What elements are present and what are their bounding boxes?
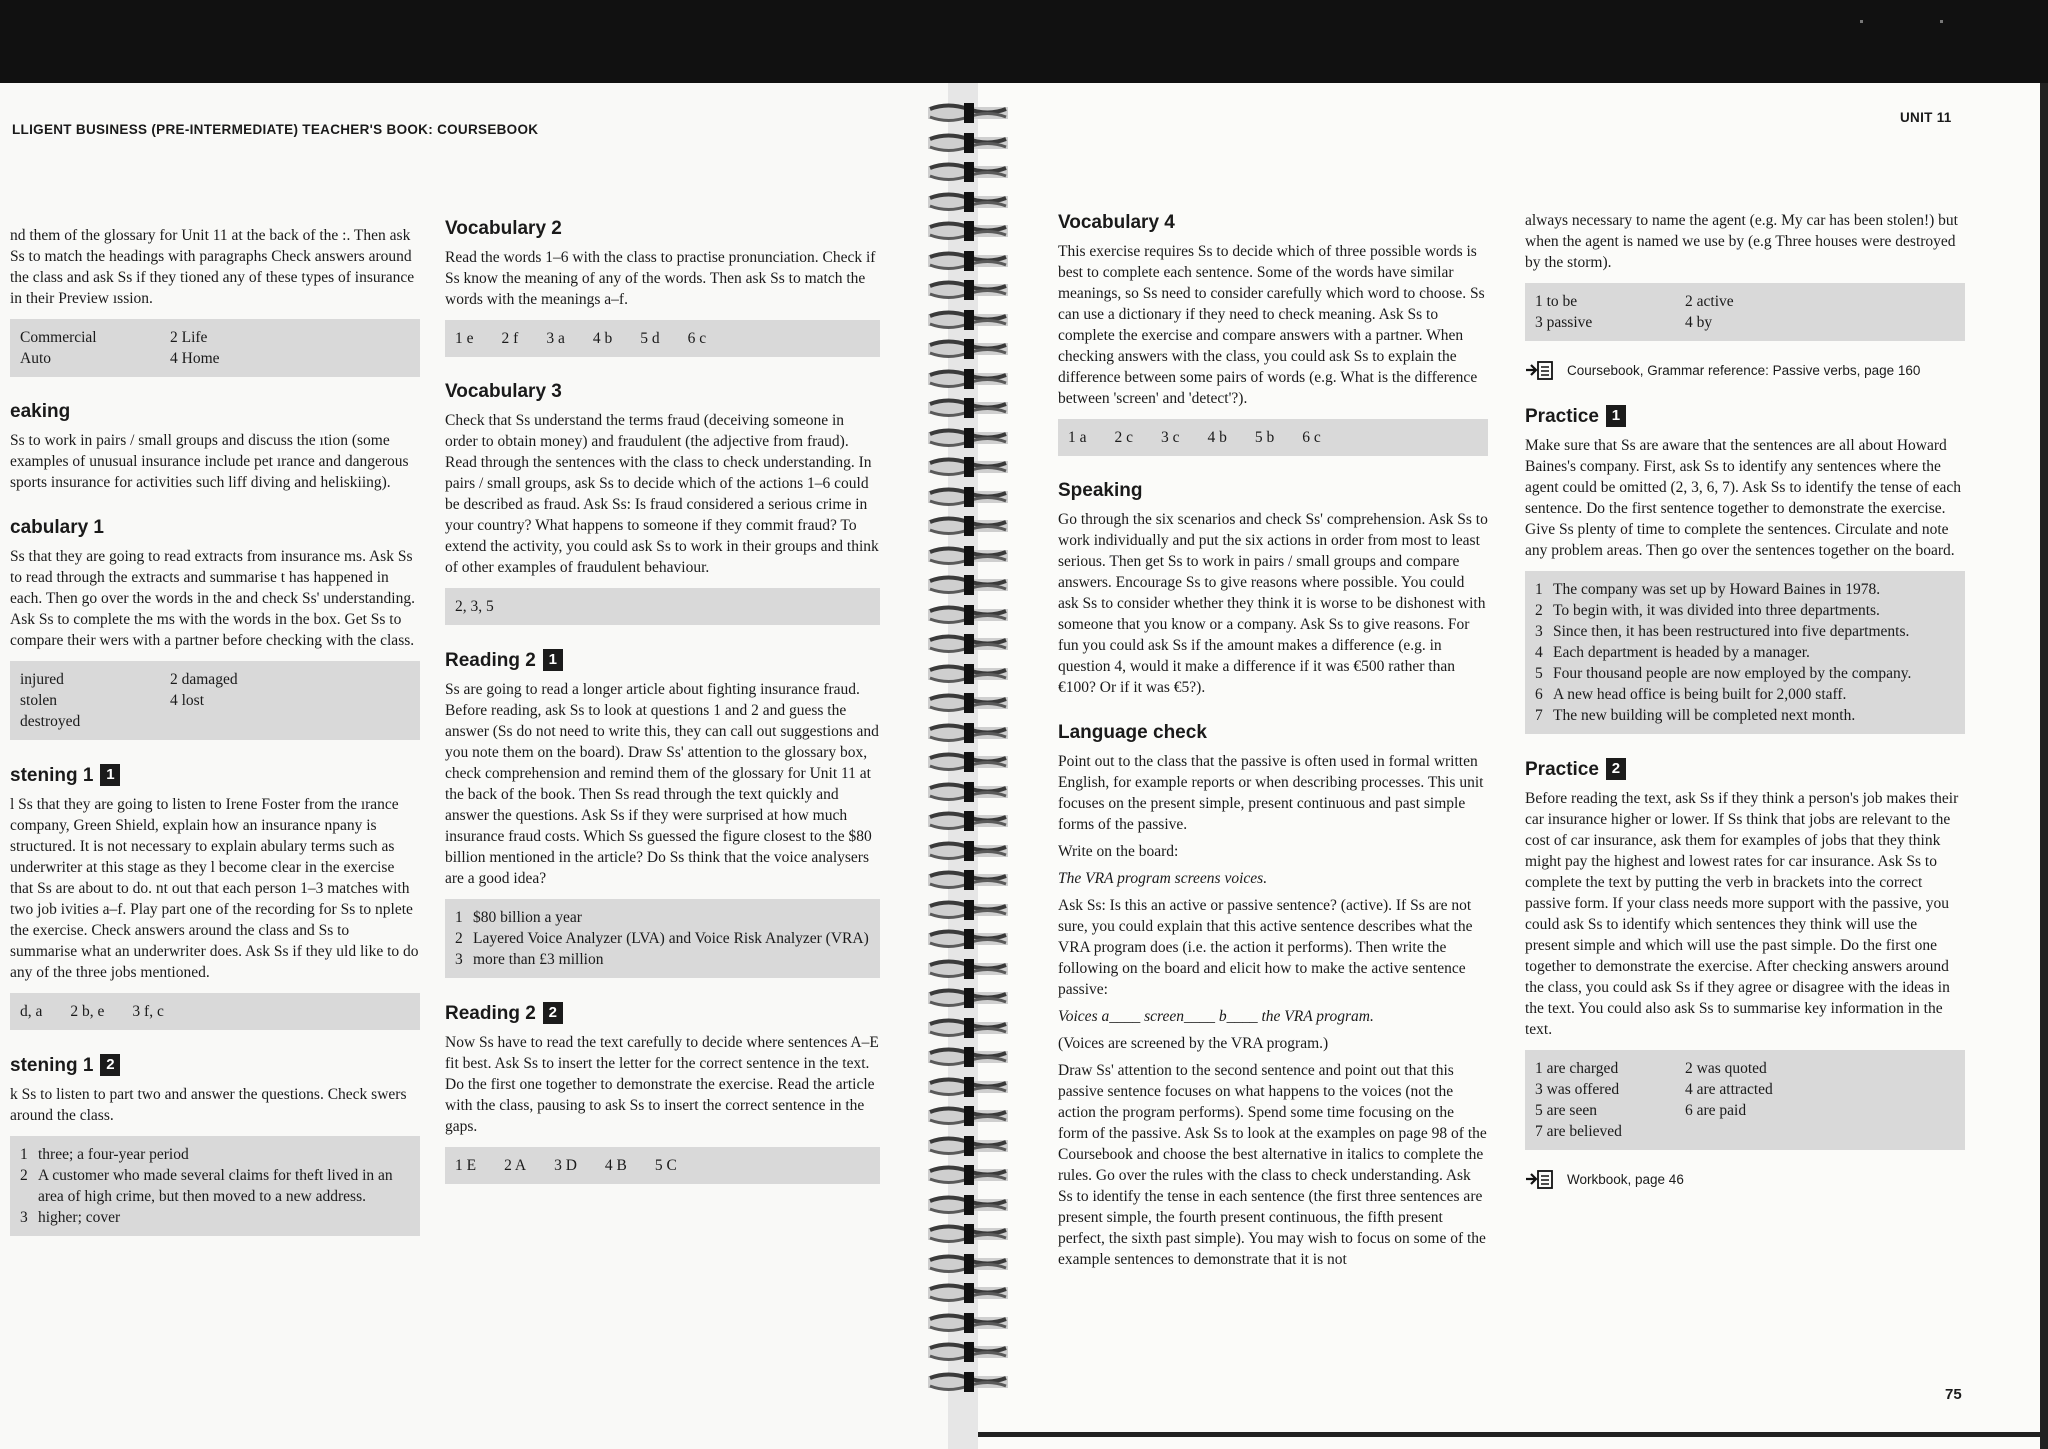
spiral-coil — [928, 897, 1008, 923]
coursebook-reference — [1525, 359, 1965, 381]
heading-text: eaking — [10, 401, 71, 422]
answer-item: Auto — [20, 350, 51, 367]
spiral-coil — [928, 543, 1008, 569]
heading-text: Speaking — [1058, 480, 1143, 501]
spiral-coil — [928, 218, 1008, 244]
answer-item: 2 f — [501, 330, 519, 347]
section-heading-reading-2-1 — [445, 649, 880, 671]
page-edge-bottom — [978, 1432, 2048, 1437]
answer-number: 3 — [1535, 623, 1543, 640]
running-head-right: UNIT 11 — [1900, 110, 1952, 125]
reading-2-2-text: Now Ss have to read the text carefully to decide where sentences A–E fit best. Ask Ss to insert the letter for the correct sentence in the text. Do the first one together to demonstrate the exercise. Read the article with the class, pausing to ask Ss to insert the correct sentence in the gaps. — [445, 1034, 879, 1135]
spiral-coil — [928, 1221, 1008, 1247]
spiral-coil — [928, 1369, 1008, 1395]
heading-text: Vocabulary 2 — [445, 218, 562, 239]
answer-item: 2 Life — [170, 329, 208, 346]
exercise-number-badge: 1 — [1606, 405, 1626, 427]
example-sentence: Voices a____ screen____ b____ the VRA program. — [1058, 1008, 1374, 1025]
heading-text: stening 1 — [10, 1054, 94, 1076]
answer-item: 5 C — [654, 1157, 677, 1174]
answer-box-practice-1 — [1525, 571, 1965, 734]
answer-box-practice-2 — [1525, 1050, 1965, 1150]
answer-box-intro — [10, 319, 420, 377]
spiral-coil — [928, 1133, 1008, 1159]
answer-item — [1535, 600, 1955, 621]
answer-box-reading-2-2 — [445, 1147, 880, 1184]
spiral-coil — [928, 336, 1008, 362]
answer-item: stolen — [20, 692, 58, 709]
answer-item: 5 d — [640, 330, 660, 347]
language-check-text: (Voices are screened by the VRA program.) — [1058, 1035, 1329, 1052]
answer-item: 3 f, c — [132, 1003, 164, 1020]
spiral-coil — [928, 307, 1008, 333]
language-check-text: Point out to the class that the passive is often used in formal written English, for example reports or when describing processes. This unit focuses on the present simple, present continuous and past simple forms of the passive. — [1058, 753, 1484, 833]
answer-item — [1535, 579, 1955, 600]
answer-number: 2 — [20, 1167, 28, 1184]
answer-text: A new head office is being built for 2,000 staff. — [1553, 686, 1847, 703]
answer-box-vocabulary-1 — [10, 661, 420, 740]
spiral-coil — [928, 779, 1008, 805]
answer-box-vocabulary-4 — [1058, 419, 1488, 456]
answer-item: 4 Home — [170, 350, 220, 367]
spiral-coil — [928, 395, 1008, 421]
dust-speck — [1860, 20, 1863, 23]
exercise-number-badge: 2 — [543, 1002, 563, 1024]
practice-2-text: Before reading the text, ask Ss if they think a person's job makes their car insurance higher or lower. If Ss think that jobs are relevant to the cost of car insurance, ask them for examples of jobs that they think might pay the highest and lowest rates for car insurance. Ask Ss to complete the text by putting the verb in brackets into the correct passive form. If your class needs more support with the passive, you could ask Ss to identify which sentences they think will use the present simple and which will use the past simple. Do the first one together to demonstrate the exercise. After checking answers around the class, you could ask Ss if they agree or disagree with the ideas in the text. You could also ask Ss to summarise key information in the text. — [1525, 790, 1959, 1038]
section-heading-vocabulary-3 — [445, 381, 880, 402]
vocabulary-1-text: Ss that they are going to read extracts from insurance ms. Ask Ss to read through the extracts and summarise t has happened in each. Then go over the words in the and check Ss' understanding. Ask Ss to complete the ms with the words in the box. Get Ss to compare their wers with a partner before checking with the class. — [10, 548, 415, 649]
answer-number: 2 — [1535, 602, 1543, 619]
answer-item: 4 lost — [170, 692, 205, 709]
answer-item: 2 damaged — [170, 671, 238, 688]
answer-number: 6 — [1535, 686, 1543, 703]
answer-box-listening-1 — [10, 993, 420, 1030]
answer-item — [455, 907, 870, 928]
heading-text: Practice — [1525, 405, 1599, 427]
answer-item: 2 A — [504, 1157, 527, 1174]
language-check-text: Ask Ss: Is this an active or passive sentence? (active). If Ss are not sure, you could explain that this active sentence describes what the VRA program does (i.e. the action it performs). Then write the following on the board and elicit how to make the active sentence passive: — [1058, 897, 1473, 998]
heading-text: Vocabulary 4 — [1058, 212, 1175, 233]
spiral-coil — [928, 808, 1008, 834]
spiral-coil — [928, 1192, 1008, 1218]
answer-number: 5 — [1535, 665, 1543, 682]
answer-item — [20, 1165, 410, 1207]
reference-text: Coursebook, Grammar reference: Passive verbs, page 160 — [1567, 362, 1921, 378]
section-heading-practice-1 — [1525, 405, 1965, 427]
workbook-reference — [1525, 1168, 1965, 1190]
section-heading-listening-2 — [10, 1054, 420, 1076]
answer-item: 5 b — [1254, 429, 1275, 446]
spiral-coil — [928, 1339, 1008, 1365]
spiral-coil — [928, 867, 1008, 893]
spiral-coil — [928, 1162, 1008, 1188]
answer-text: The company was set up by Howard Baines in 1978. — [1553, 581, 1881, 598]
answer-item: 4 by — [1685, 314, 1713, 331]
answer-item: destroyed — [20, 713, 81, 730]
left-column-1 — [10, 225, 420, 1250]
spiral-coil — [928, 926, 1008, 952]
answer-text: The new building will be completed next month. — [1553, 707, 1856, 724]
answer-item — [1535, 705, 1955, 726]
heading-text: Language check — [1058, 722, 1207, 743]
spiral-coil — [928, 631, 1008, 657]
spiral-coil — [928, 159, 1008, 185]
spiral-coil — [928, 602, 1008, 628]
vocabulary-4-text: This exercise requires Ss to decide which of three possible words is best to complete each sentence. Some of the words have similar meanings, so Ss need to consider carefully which word to choose. Ss can use a dictionary if they need to check meaning. Ask Ss to complete the exercise and compare answers with a partner. When checking answers with the class, you could ask Ss to explain the difference between some pairs of words (e.g. What is the difference between 'screen' and 'detect'?). — [1058, 243, 1485, 407]
answer-number: 3 — [455, 951, 463, 968]
exercise-number-badge: 2 — [1606, 758, 1626, 780]
section-heading-speaking — [10, 401, 420, 422]
answer-box-vocabulary-3 — [445, 588, 880, 625]
vocabulary-3-text: Check that Ss understand the terms fraud (deceiving someone in order to obtain money) and fraudulent (the adjective from fraud). Read through the sentences with the class to check understanding. In pairs / small groups, ask Ss to decide which of the actions 1–6 could be described as fraud. Ask Ss: Is fraud considered a serious crime in your country? What happens to someone if they commit fraud? To extend the activity, you could ask Ss to work in their groups and think of other examples of fraudulent behaviour. — [445, 412, 879, 576]
spiral-coil — [928, 130, 1008, 156]
language-check-text: Draw Ss' attention to the second sentence and point out that this passive sentence focuses on what happens to the voices (not the action the program performs). Spend some time focusing on the form of the passive. Ask Ss to look at the examples on page 98 of the Coursebook and choose the best alternative in italics to complete the rules. Go over the rules with the class to check understanding. Ask Ss to identify the tense in each sentence (the first three sentences are present simple, the fourth present continuous, the fifth present perfect, the sixth past simple). You may wish to focus on some of the example sentences to demonstrate that it is not — [1058, 1062, 1487, 1268]
page-edge — [2040, 83, 2048, 1449]
language-check-text: Write on the board: — [1058, 843, 1179, 860]
practice-1-text: Make sure that Ss are aware that the sentences are all about Howard Baines's company. First, ask Ss to identify any sentences where the agent could be omitted (2, 3, 6, 7). Ask Ss to identify the tense of each sentence. Do the first sentence together to demonstrate the exercise. Give Ss plenty of time to complete the sentences. Circulate and note any problem areas. Then go over the sentences together on the board. — [1525, 437, 1962, 559]
spiral-coil — [928, 248, 1008, 274]
continued-text: always necessary to name the agent (e.g. My car has been stolen!) but when the agent is named we use by (e.g Three houses were destroyed by the storm). — [1525, 212, 1958, 271]
heading-text: Vocabulary 3 — [445, 381, 562, 402]
spiral-coil — [928, 1015, 1008, 1041]
page-number: 75 — [1945, 1386, 1962, 1403]
exercise-number-badge: 1 — [100, 764, 120, 786]
answer-item — [455, 928, 870, 949]
heading-text: Practice — [1525, 758, 1599, 780]
answer-item: 4 b — [1207, 429, 1227, 446]
answer-item: d, a — [20, 1003, 43, 1020]
exercise-number-badge: 1 — [543, 649, 563, 671]
answer-text: Layered Voice Analyzer (LVA) and Voice Risk Analyzer (VRA) — [473, 930, 869, 947]
answer-number: 1 — [455, 909, 463, 926]
answer-item: 6 c — [687, 330, 707, 347]
answer-item: 3 passive — [1535, 314, 1593, 331]
answer-text: three; a four-year period — [38, 1146, 189, 1163]
answer-item — [1535, 663, 1955, 684]
answer-box-language-check — [1525, 283, 1965, 341]
answer-item: 3 was offered — [1535, 1081, 1620, 1098]
reading-2-1-text: Ss are going to read a longer article about fighting insurance fraud. Before reading, ask Ss to look at questions 1 and 2 and guess the answer (Ss do not need to write this, they can call out suggestions and you note them on the board). Draw Ss' attention to the glossary box, check comprehension and remind them of the glossary for Unit 11 at the back of the book. Then Ss read through the text quickly and answer the questions. Ask Ss if they were surprised at how much insurance fraud costs. Which Ss guessed the figure closest to the $80 billion mentioned in the article? Do Ss think that the voice analysers are a good idea? — [445, 681, 879, 887]
answer-item — [1535, 684, 1955, 705]
spiral-coil — [928, 513, 1008, 539]
spiral-coil — [928, 661, 1008, 687]
section-heading-reading-2-2 — [445, 1002, 880, 1024]
spiral-coil — [928, 100, 1008, 126]
section-heading-language-check — [1058, 722, 1488, 743]
section-heading-vocabulary-2 — [445, 218, 880, 239]
dust-speck — [1940, 20, 1943, 23]
section-heading-vocabulary-4 — [1058, 212, 1488, 233]
answer-item: 2 c — [1114, 429, 1134, 446]
answer-item: Commercial — [20, 329, 97, 346]
answer-item: injured — [20, 671, 64, 688]
spiral-coil — [928, 956, 1008, 982]
answer-number: 2 — [455, 930, 463, 947]
section-heading-listening-1 — [10, 764, 420, 786]
answer-item: 2 active — [1685, 293, 1734, 310]
answer-item: 4 are attracted — [1685, 1081, 1773, 1098]
answer-item: 4 B — [604, 1157, 627, 1174]
answer-number: 7 — [1535, 707, 1543, 724]
answer-text: Since then, it has been restructured into five departments. — [1553, 623, 1910, 640]
exercise-number-badge: 2 — [100, 1054, 120, 1076]
answer-number: 1 — [20, 1146, 28, 1163]
answer-text: more than £3 million — [473, 951, 604, 968]
spiral-coil — [928, 1044, 1008, 1070]
speaking-text: Ss to work in pairs / small groups and discuss the ıtion (some examples of unusual insurance include pet ırance and dangerous sports insurance for activities such liff diving and heliskiing). — [10, 432, 409, 491]
answer-box-reading-2-1 — [445, 899, 880, 978]
answer-item: 7 are believed — [1535, 1123, 1622, 1140]
spiral-coil — [928, 749, 1008, 775]
heading-text: cabulary 1 — [10, 517, 104, 538]
answer-item: 2 was quoted — [1685, 1060, 1767, 1077]
answer-item: 5 are seen — [1535, 1102, 1597, 1119]
answer-item: 1 e — [455, 330, 474, 347]
spiral-coil — [928, 454, 1008, 480]
vocabulary-2-text: Read the words 1–6 with the class to practise pronunciation. Check if Ss know the meaning of any of the words. Then ask Ss to match the words with the meanings a–f. — [445, 249, 876, 308]
speaking-text: Go through the six scenarios and check Ss' comprehension. Ask Ss to work individually and put the six actions in order from most to least serious. Then get Ss to work in pairs / small groups and compare answers. Encourage Ss to give reasons where possible. You could ask Ss to consider whether they think it is worse to be dishonest with someone that you know or a company. Ask Ss to give reasons. For fun you could ask Ss if the amount makes a difference (e.g. in question 4, would it make a difference if it was €500 rather than €100? Or if it was €5?). — [1058, 511, 1488, 696]
spiral-coil — [928, 690, 1008, 716]
spiral-coil — [928, 985, 1008, 1011]
answer-text: Four thousand people are now employed by the company. — [1553, 665, 1912, 682]
spiral-coil — [928, 189, 1008, 215]
book-reference-icon — [1525, 1168, 1555, 1190]
example-sentence: The VRA program screens voices. — [1058, 870, 1268, 887]
left-column-2 — [445, 218, 880, 1198]
book-reference-icon — [1525, 359, 1555, 381]
section-heading-speaking — [1058, 480, 1488, 501]
answer-text: higher; cover — [38, 1209, 121, 1226]
answer-number: 3 — [20, 1209, 28, 1226]
right-column-1 — [1058, 212, 1488, 1276]
heading-text: Reading 2 — [445, 1002, 536, 1024]
answer-item — [170, 711, 320, 732]
glossary-intro-text: nd them of the glossary for Unit 11 at the back of the :. Then ask Ss to match the headings with paragraphs Check answers around the class and ask Ss if they tioned any of these types of insurance in their Preview ıssion. — [10, 227, 415, 307]
answer-item: 1 a — [1068, 429, 1087, 446]
answer-item: 1 to be — [1535, 293, 1578, 310]
reference-text: Workbook, page 46 — [1567, 1171, 1684, 1187]
answer-item — [20, 1207, 410, 1228]
answer-number: 4 — [1535, 644, 1543, 661]
listening-1-text: l Ss that they are going to listen to Irene Foster from the ırance company, Green Shield, explain how an insurance npany is structured. It is not necessary to explain abulary terms such as underwriter at this stage as they l become clear in the exercise that Ss are about to do. nt out that each person 1–3 matches with two job ivities a–f. Play part one of the recording for Ss to nplete the exercise. Check answers around the class and Ss to summarise what an underwriter does. Ask Ss if they uld like to do any of the three jobs mentioned. — [10, 796, 419, 981]
answer-text: Each department is headed by a manager. — [1553, 644, 1810, 661]
spiral-coil — [928, 1103, 1008, 1129]
answer-item: 1 are charged — [1535, 1060, 1619, 1077]
heading-text: Reading 2 — [445, 649, 536, 671]
spiral-coil — [928, 277, 1008, 303]
answer-item: 3 D — [554, 1157, 577, 1174]
spiral-coil — [928, 720, 1008, 746]
answer-item: 4 b — [592, 330, 613, 347]
answer-box-vocabulary-2 — [445, 320, 880, 357]
answer-item — [455, 949, 870, 970]
answer-item: 3 a — [546, 330, 565, 347]
spiral-coil — [928, 1280, 1008, 1306]
answer-number: 1 — [1535, 581, 1543, 598]
answer-item — [1535, 621, 1955, 642]
answer-item — [1685, 1121, 1835, 1142]
answer-item: 1 E — [455, 1157, 477, 1174]
running-head-left: LLIGENT BUSINESS (PRE-INTERMEDIATE) TEACHER'S BOOK: COURSEBOOK — [12, 122, 539, 137]
spiral-coil — [928, 1251, 1008, 1277]
answer-item: 2 b, e — [70, 1003, 105, 1020]
right-column-2 — [1525, 210, 1965, 1210]
answer-item — [20, 1144, 410, 1165]
answer-text: To begin with, it was divided into three departments. — [1553, 602, 1880, 619]
spiral-coil — [928, 1074, 1008, 1100]
answer-item: 6 are paid — [1685, 1102, 1747, 1119]
spiral-coil — [928, 1310, 1008, 1336]
section-heading-practice-2 — [1525, 758, 1965, 780]
answer-item — [1535, 642, 1955, 663]
heading-text: stening 1 — [10, 764, 94, 786]
answer-item: 2, 3, 5 — [455, 598, 494, 615]
answer-text: A customer who made several claims for theft lived in an area of high crime, but then moved to a new address. — [38, 1167, 393, 1205]
answer-box-listening-2 — [10, 1136, 420, 1236]
spiral-coil — [928, 484, 1008, 510]
scanner-shadow — [0, 0, 2048, 83]
spiral-coil — [928, 572, 1008, 598]
spiral-coil — [928, 838, 1008, 864]
answer-item: 3 c — [1161, 429, 1180, 446]
listening-2-text: k Ss to listen to part two and answer the questions. Check swers around the class. — [10, 1086, 407, 1124]
spiral-coil — [928, 425, 1008, 451]
answer-text: $80 billion a year — [473, 909, 582, 926]
answer-item: 6 c — [1302, 429, 1321, 446]
section-heading-vocabulary-1 — [10, 517, 420, 538]
spiral-coil — [928, 366, 1008, 392]
